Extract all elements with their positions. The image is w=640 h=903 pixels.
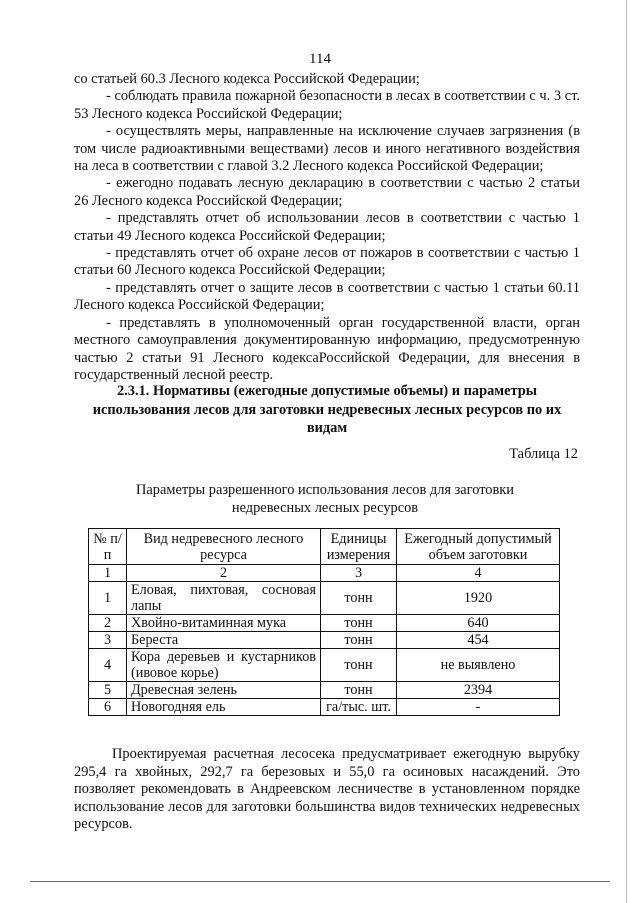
body-text [74,71,580,384]
bottom-rule [30,881,610,882]
unit-cell: тонн [321,682,397,699]
header-volume: Ежегодный допустимый объем заготовки [397,529,560,565]
resources-table [88,528,560,716]
row-number: 2 [89,615,127,632]
conclusion-paragraph: Проектируемая расчетная лесосека предусматривает ежегодную вырубку 295,4 га хвойных, 292,7 га березовых и 55,0 га осиновых насаждений. Это позволяет рекомендовать в Андреевском лесничестве в установленном порядке использование лесов для заготовки большинства видов технических недревесных ресурсов. [74,746,580,833]
body-paragraph: - представлять отчет об охране лесов от пожаров в соответствии с частью 1 статьи 60 Лесного кодекса Российской Федерации; [74,245,580,279]
header-resource: Вид недревесного лесного ресурса [127,529,321,565]
column-number: 1 [89,565,127,582]
resource-name: Береста [127,632,321,649]
body-paragraph: - представлять отчет о защите лесов в соответствии с частью 1 статьи 60.11 Лесного кодекса Российской Федерации; [74,279,580,314]
section-heading: 2.3.1. Нормативы (ежегодные допустимые объемы) и параметры использования лесов для заготовки недревесных лесных ресурсов по их видам [92,383,562,436]
column-number: 4 [397,565,560,582]
body-paragraph: со статьей 60.3 Лесного кодекса Российской Федерации; [74,71,420,87]
table-row [89,582,560,615]
row-number: 5 [89,682,127,699]
body-paragraph: - соблюдать правила пожарной безопасности в лесах в соответствии с ч. 3 ст. 53 Лесного кодекса Российской Федерации; [74,88,580,122]
table-row [89,649,560,682]
table-body [89,582,560,716]
volume-cell: 2394 [397,682,560,699]
volume-cell: 454 [397,632,560,649]
resource-name: Новогодняя ель [127,699,321,716]
column-number: 2 [127,565,321,582]
table-row [89,699,560,716]
page-number: 114 [309,51,331,67]
row-number: 3 [89,632,127,649]
unit-cell: тонн [321,632,397,649]
table-header-row [89,529,560,565]
table-row [89,682,560,699]
unit-cell: га/тыс. шт. [321,699,397,716]
unit-cell: тонн [321,582,397,615]
resource-name: Еловая, пихтовая, сосновая лапы [127,582,321,615]
unit-cell: тонн [321,649,397,682]
resource-name: Древесная зелень [127,682,321,699]
body-paragraph: - представлять в уполномоченный орган государственной власти, орган местного самоуправления документированную информацию, предусмотренную частью 2 статьи 91 Лесного кодексаРоссийской Федерации, для внесения в государственный лесной реестр. [74,314,580,383]
resource-name: Хвойно-витаминная мука [127,615,321,632]
table-label: Таблица 12 [509,446,578,462]
row-number: 1 [89,582,127,615]
body-paragraph: - осуществлять меры, направленные на исключение случаев загрязнения (в том числе радиоактивными веществами) лесов и иного негативного воздействия на леса в соответствии с главой 3.2 Лесного кодекса Российской Федерации; [74,123,580,175]
volume-cell: 640 [397,615,560,632]
body-paragraph: - ежегодно подавать лесную декларацию в соответствии с частью 2 статьи 26 Лесного кодекса Российской Федерации; [74,175,580,209]
table-caption: Параметры разрешенного использования лесов для заготовки недревесных лесных ресурсов [135,482,514,516]
row-number: 6 [89,699,127,716]
header-unit: Единицы измерения [321,529,397,565]
table-row [89,632,560,649]
volume-cell: 1920 [397,582,560,615]
table-row [89,615,560,632]
unit-cell: тонн [321,615,397,632]
header-num: № п/п [89,529,127,565]
body-paragraph: - представлять отчет об использовании лесов в соответствии с частью 1 статьи 49 Лесного кодекса Российской Федерации; [74,210,580,244]
row-number: 4 [89,649,127,682]
column-number-row [89,565,560,582]
volume-cell: не выявлено [397,649,560,682]
resource-name: Кора деревьев и кустарников (ивовое корье) [127,649,321,682]
column-number: 3 [321,565,397,582]
scan-edge [626,0,627,903]
volume-cell: - [397,699,560,716]
